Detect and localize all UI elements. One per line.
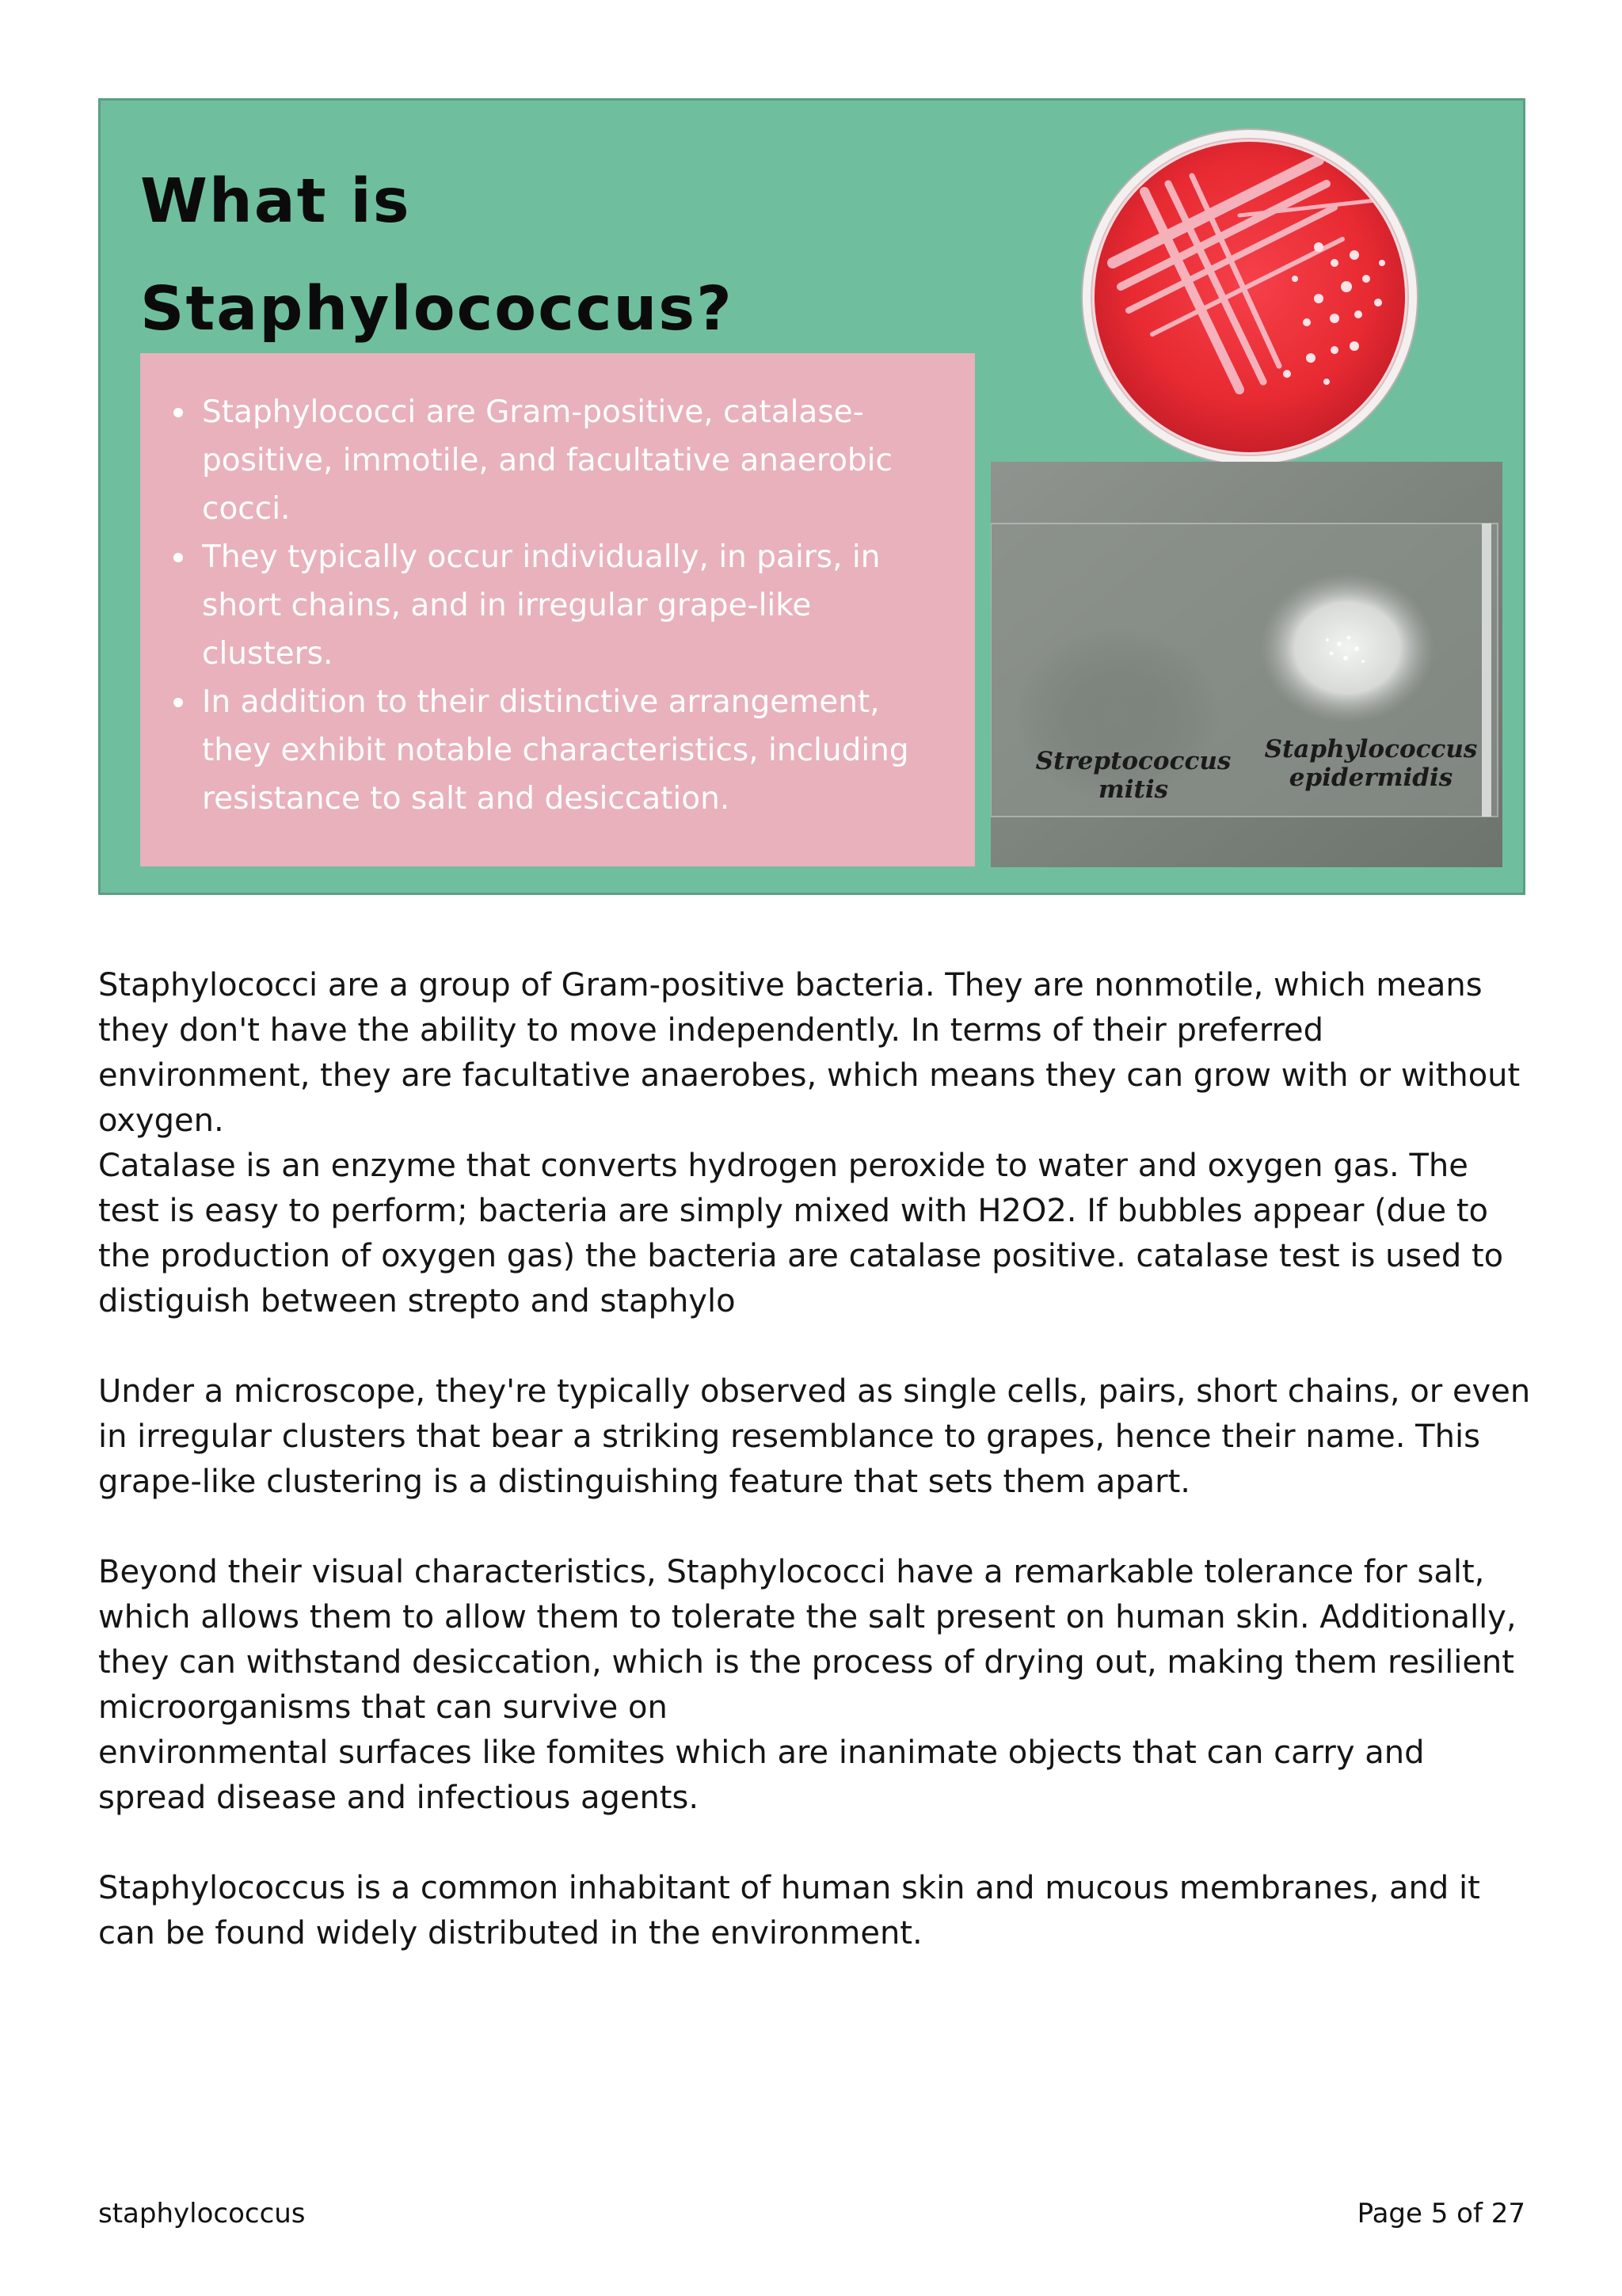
label-staphylococcus-epidermidis bbox=[1252, 735, 1490, 792]
bullet-box bbox=[140, 353, 975, 866]
petri-dish-image bbox=[1081, 128, 1418, 466]
page-title bbox=[140, 148, 853, 364]
footer-document-title: staphylococcus bbox=[98, 2198, 306, 2229]
title-line-2: Staphylococcus? bbox=[140, 274, 733, 345]
catalase-slide-image bbox=[991, 462, 1502, 867]
paragraph: Under a microscope, they're typically observed as single cells, pairs, short chains, or even in irregular clusters that bear a striking resemblance to grapes, hence their name. This grape-like clustering is a distinguishing feature that sets them apart. bbox=[98, 1373, 1531, 1500]
title-line-1: What is bbox=[140, 166, 411, 237]
label-line: Streptococcus bbox=[1035, 747, 1232, 775]
paragraph: Staphylococci are a group of Gram-positive bacteria. They are nonmotile, which means they don't have the ability to move independently. In terms of their preferred environment, they are facultative anaerobes, which means they can grow with or without oxygen. bbox=[98, 967, 1521, 1139]
label-streptococcus-mitis bbox=[1015, 747, 1252, 804]
paragraph: environmental surfaces like fomites which are inanimate objects that can carry and spread disease and infectious agents. bbox=[98, 1734, 1425, 1816]
paragraph: Beyond their visual characteristics, Staphylococci have a remarkable tolerance for salt, which allows them to allow them to tolerate the salt present on human skin. Additionally, they can withstand desiccation, which is the process of drying out, making them resilient microorganisms that can survive on bbox=[98, 1554, 1517, 1726]
body-text bbox=[98, 963, 1532, 1956]
label-line: mitis bbox=[1098, 775, 1169, 804]
bullet-item: They typically occur individually, in pairs, in short chains, and in irregular grape-like clusters. bbox=[173, 533, 951, 678]
hero-panel bbox=[98, 98, 1525, 895]
paragraph: Catalase is an enzyme that converts hydrogen peroxide to water and oxygen gas. The test is easy to perform; bacteria are simply mixed with H2O2. If bubbles appear (due to the production of oxygen gas) the bacteria are catalase positive. catalase test is used to distiguish between strepto and staphylo bbox=[98, 1148, 1504, 1319]
label-line: Staphylococcus bbox=[1264, 735, 1478, 763]
bullet-item: Staphylococci are Gram-positive, catalase-positive, immotile, and facultative anaerobic cocci. bbox=[173, 388, 951, 533]
paragraph: Staphylococcus is a common inhabitant of human skin and mucous membranes, and it can be found widely distributed in the environment. bbox=[98, 1870, 1480, 1951]
bullet-list bbox=[173, 388, 951, 823]
footer-page-number: Page 5 of 27 bbox=[1357, 2198, 1525, 2229]
label-line: epidermidis bbox=[1289, 763, 1453, 792]
bullet-item: In addition to their distinctive arrangement, they exhibit notable characteristics, including resistance to salt and desiccation. bbox=[173, 678, 951, 823]
